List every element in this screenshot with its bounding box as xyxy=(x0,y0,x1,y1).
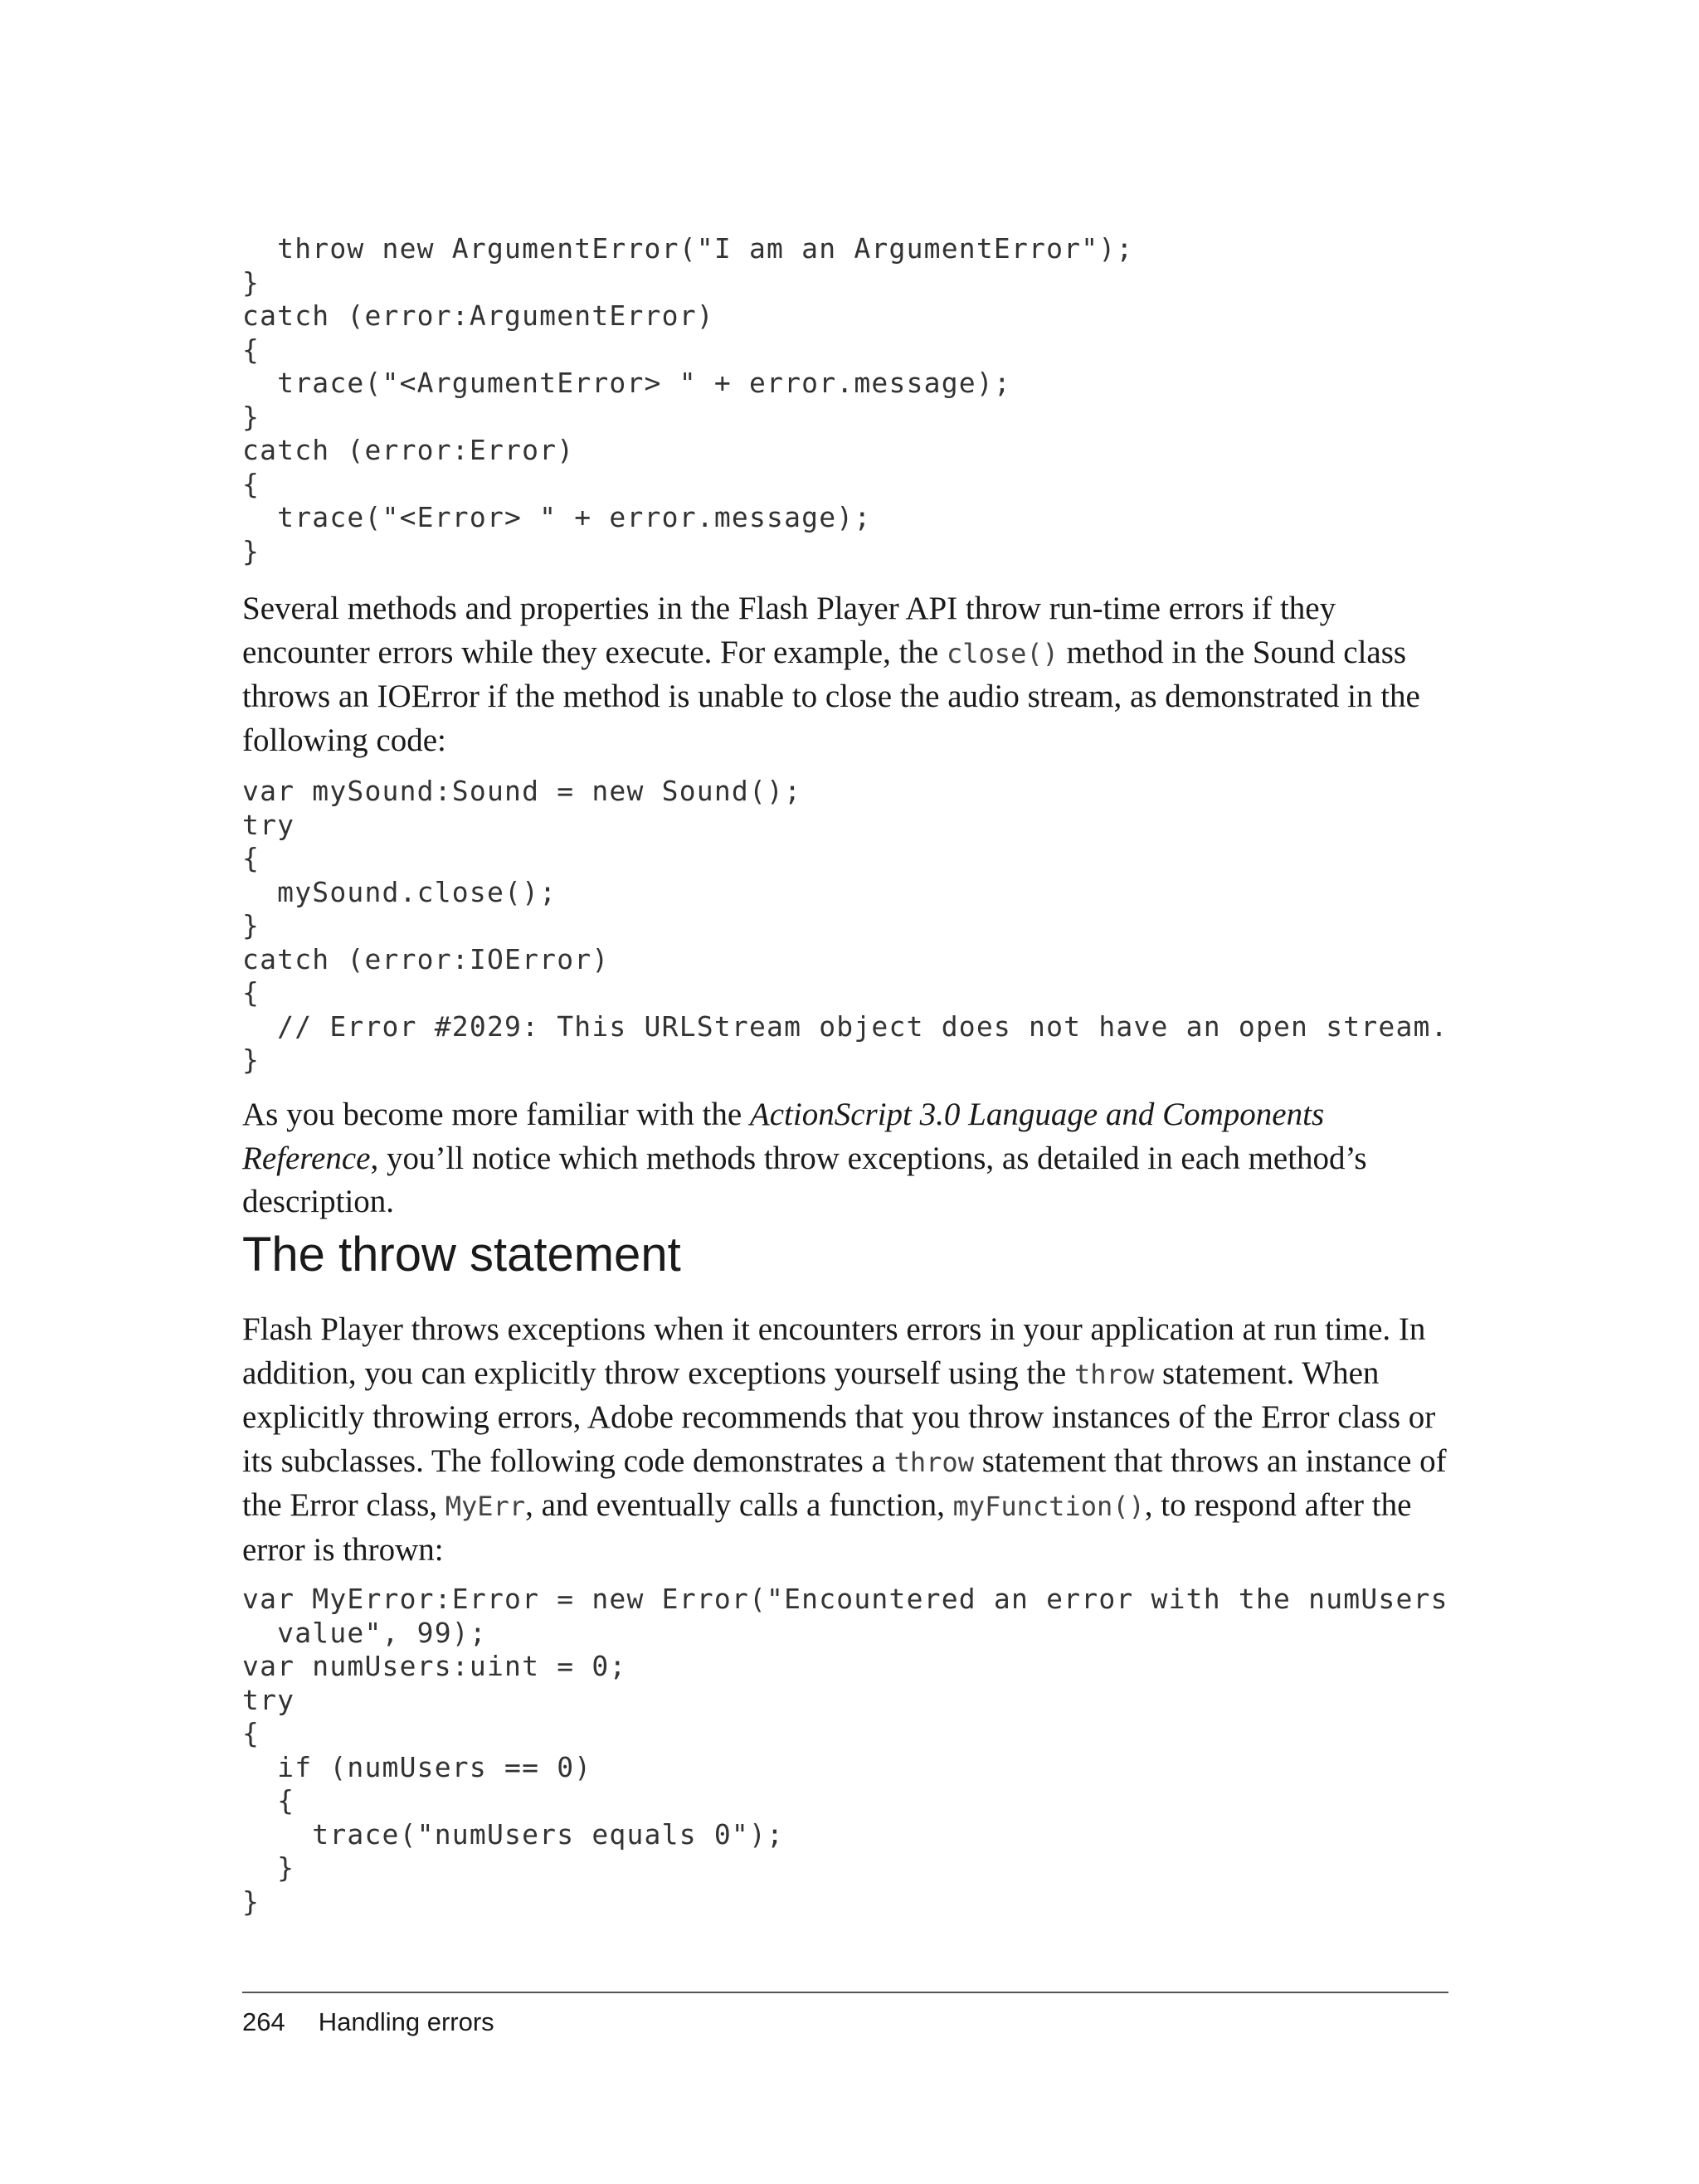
paragraph-text: , you’ll notice which methods throw exceptions, as detailed in each method’s description. xyxy=(242,1140,1367,1219)
code-block-argument-error: throw new ArgumentError("I am an ArgumentError"); } catch (error:ArgumentError) { trace("<ArgumentError> " + error.message); } catch (error:Error) { trace("<Error> " + error.message); } xyxy=(242,232,1134,567)
paragraph-text: , and eventually calls a function, xyxy=(525,1487,953,1523)
chapter-title: Handling errors xyxy=(318,2007,494,2036)
paragraph-text: Several methods and properties in the Flash Player API throw run-time errors if they encounter errors while they execute. For example, the xyxy=(242,591,1336,670)
code-block-sound-close: var mySound:Sound = new Sound(); try { mySound.close(); } catch (error:IOError) { // Error #2029: This URLStream object does not have an open stream. } xyxy=(242,775,1448,1076)
paragraph-text: , to respond after the error is thrown: xyxy=(242,1487,1412,1568)
paragraph-text: statement. When explicitly throwing errors, Adobe recommends that you throw instances of the Error class or its subclasses. The following code demonstrates a xyxy=(242,1355,1436,1479)
inline-code-throw: throw xyxy=(893,1446,974,1478)
code-block-myerror: var MyError:Error = new Error("Encountered an error with the numUsers value", 99); var numUsers:uint = 0; try { if (numUsers == 0) { trace("numUsers equals 0"); } } xyxy=(242,1583,1448,1918)
paragraph-text: As you become more familiar with the xyxy=(242,1097,750,1132)
paragraph-reference-note xyxy=(242,1093,1453,1224)
section-heading: The throw statement xyxy=(242,1228,681,1282)
inline-code-myfunction: myFunction() xyxy=(952,1491,1145,1522)
page-number: 264 xyxy=(242,2007,285,2036)
paragraph-text: statement that throws an instance of the Error class, xyxy=(242,1442,1447,1523)
inline-code-myerr: MyErr xyxy=(445,1491,526,1522)
reference-title: ActionScript 3.0 Language and Components Reference xyxy=(242,1097,1325,1176)
inline-code-throw: throw xyxy=(1073,1358,1155,1390)
paragraph-runtime-errors xyxy=(242,587,1453,762)
paragraph-throw-statement xyxy=(242,1308,1453,1572)
page-footer xyxy=(242,2006,494,2039)
paragraph-text: method in the Sound class throws an IOError if the method is unable to close the audio stream, as demonstrated in the following code: xyxy=(242,634,1420,758)
paragraph-text: Flash Player throws exceptions when it encounters errors in your application at run time. In addition, you can explicitly throw exceptions yourself using the xyxy=(242,1311,1426,1391)
inline-code-close: close() xyxy=(947,637,1059,669)
footer-divider xyxy=(242,1992,1448,1993)
